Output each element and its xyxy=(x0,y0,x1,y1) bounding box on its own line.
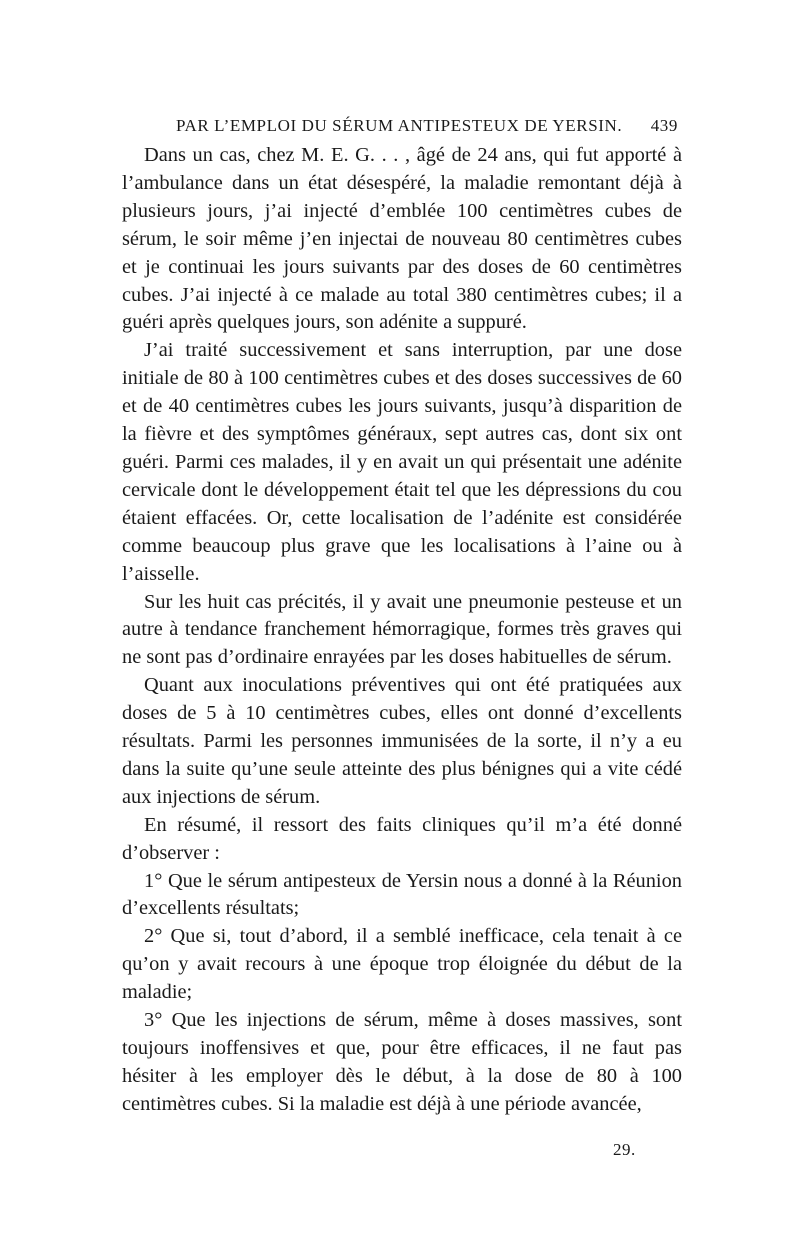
paragraph-4: Quant aux inoculations préventives qui ont été pratiquées aux doses de 5 à 10 centimètres cubes, elles ont donné d’excellents résultats. Parmi les personnes immunisées de la sorte, il n’y a eu dans la suite qu’une seule atteinte des plus bénignes qui a vite cédé aux injections de sérum. xyxy=(122,674,682,808)
conclusion-item-1: 1° Que le sérum antipesteux de Yersin nous a donné à la Réunion d’excellents résultats; xyxy=(122,869,682,920)
body-text xyxy=(122,142,682,1119)
paragraph-3: Sur les huit cas précités, il y avait une pneumonie pesteuse et un autre à tendance franchement hémorragique, formes très graves qui ne sont pas d’ordinaire enrayées par les doses habituelles de sérum. xyxy=(122,590,682,669)
paragraph-1: Dans un cas, chez M. E. G. . . , âgé de 24 ans, qui fut apporté à l’ambulance dans un état désespéré, la maladie remontant déjà à plusieurs jours, j’ai injecté d’emblée 100 centimètres cubes de sérum, le soir même j’en injectai de nouveau 80 centimètres cubes et je continuai les jours suivants par des doses de 60 centimètres cubes. J’ai injecté à ce malade au total 380 centimètres cubes; il a guéri après quelques jours, son adénite a suppuré. xyxy=(122,144,682,334)
book-page xyxy=(122,112,682,1119)
running-header xyxy=(122,112,682,138)
conclusion-item-3: 3° Que les injections de sérum, même à doses massives, sont toujours inoffensives et que, pour être efficaces, il ne faut pas hésiter à les employer dès le début, à la dose de 80 à 100 centimètres cubes. Si la maladie est déjà à une période avancée, xyxy=(122,1009,682,1115)
conclusion-item-2: 2° Que si, tout d’abord, il a semblé inefficace, cela tenait à ce qu’on y avait recours à une époque trop éloignée du début de la maladie; xyxy=(122,925,682,1004)
signature-mark: 29. xyxy=(613,1140,636,1159)
page-number: 439 xyxy=(650,116,678,135)
running-title: PAR L’EMPLOI DU SÉRUM ANTIPESTEUX DE YERSIN. xyxy=(176,116,623,135)
paragraph-5: En résumé, il ressort des faits cliniques qu’il m’a été donné d’observer : xyxy=(122,813,682,864)
paragraph-2: J’ai traité successivement et sans interruption, par une dose initiale de 80 à 100 centimètres cubes et des doses successives de 60 et de 40 centimètres cubes les jours suivants, jusqu’à disparition de la fièvre et des symptômes généraux, sept autres cas, dont six ont guéri. Parmi ces malades, il y en avait un qui présentait une adénite cervicale dont le développement était tel que les dépressions du cou étaient effacées. Or, cette localisation de l’adénite est considérée comme beaucoup plus grave que les localisations à l’aine ou à l’aisselle. xyxy=(122,339,682,585)
